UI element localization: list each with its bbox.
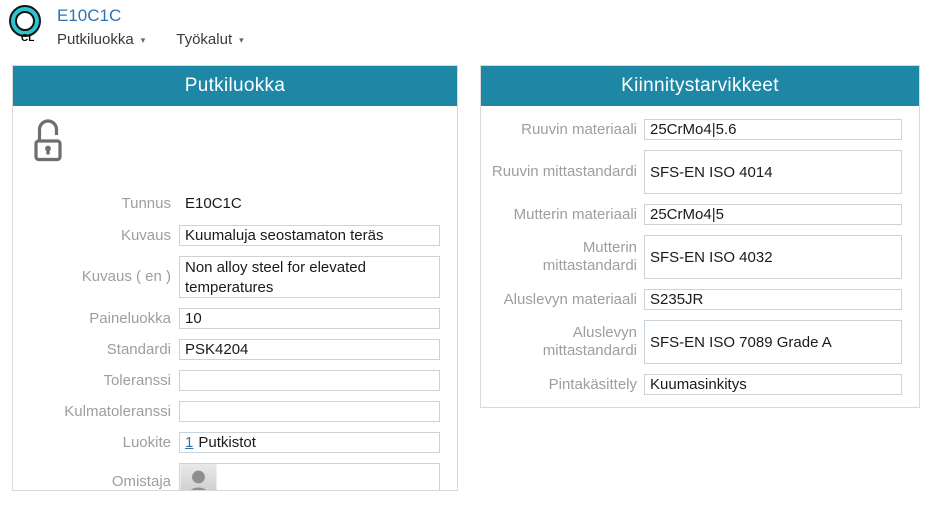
field-toleranssi-input[interactable] [179,370,440,391]
logo-cl-text: CL [21,33,35,44]
field-ruuvin-materiaali [491,119,902,140]
field-toleranssi [23,370,440,391]
fasteners-panel [480,65,920,408]
field-pintakasittely-input[interactable] [644,374,902,395]
field-luokite-box[interactable] [179,432,440,453]
pipe-class-panel [12,65,458,491]
pipe-class-fields [13,180,457,491]
menu-tyokalut[interactable] [176,31,243,48]
menu-putkiluokka[interactable] [57,31,145,48]
field-paineluokka-label: Paineluokka [89,309,171,327]
field-luokite-label: Luokite [122,433,171,451]
menubar [57,31,244,48]
field-ruuvin-mittastandardi [491,150,902,194]
field-standardi [23,339,440,360]
field-kuvaus-en-input[interactable] [179,256,440,298]
field-ruuvin-mittastandardi-input[interactable] [644,150,902,194]
field-tunnus-value: E10C1C [185,195,242,212]
field-kuvaus-input[interactable] [179,225,440,246]
field-omistaja-label: Omistaja [111,473,171,490]
avatar-icon [180,464,217,491]
field-kulmatoleranssi [23,401,440,422]
field-aluslevyn-mittastandardi-input[interactable] [644,320,902,364]
field-aluslevyn-materiaali-label: Aluslevyn materiaali [503,290,637,308]
fasteners-fields [481,106,919,395]
field-aluslevyn-mittastandardi-label: Aluslevyn mittastandardi [542,324,637,359]
field-paineluokka-input[interactable] [179,308,440,329]
field-luokite [23,432,440,453]
field-pintakasittely [491,374,902,395]
field-mutterin-mittastandardi-label: Mutterin mittastandardi [542,239,637,274]
field-ruuvin-mittastandardi-label: Ruuvin mittastandardi [491,163,637,180]
page-title: E10C1C [57,6,122,25]
field-tunnus-label: Tunnus [121,195,171,212]
field-kulmatoleranssi-input[interactable] [179,401,440,422]
field-paineluokka [23,308,440,329]
field-kulmatoleranssi-label: Kulmatoleranssi [64,402,171,420]
chevron-down-icon: ▾ [239,35,244,45]
field-toleranssi-label: Toleranssi [103,371,171,389]
field-pintakasittely-label: Pintakäsittely [548,375,637,393]
field-tunnus [23,193,440,215]
field-standardi-input[interactable] [179,339,440,360]
field-mutterin-mittastandardi-input[interactable] [644,235,902,279]
field-aluslevyn-materiaali [491,289,902,310]
field-ruuvin-materiaali-input[interactable] [644,119,902,140]
pipe-class-panel-header: Putkiluokka [13,66,457,106]
luokite-number-link[interactable]: 1 [185,434,194,451]
field-kuvaus [23,225,440,246]
field-mutterin-materiaali-label: Mutterin materiaali [513,205,637,223]
field-omistaja [23,463,440,491]
field-kuvaus-label: Kuvaus [120,226,171,244]
field-standardi-label: Standardi [106,340,171,358]
unlock-icon[interactable] [31,149,65,166]
fasteners-panel-header: Kiinnitystarvikkeet [481,66,919,106]
field-kuvaus-en-label: Kuvaus ( en ) [81,268,171,285]
menu-putkiluokka-label: Putkiluokka [57,31,134,48]
field-mutterin-materiaali [491,204,902,225]
field-mutterin-mittastandardi [491,235,902,279]
field-aluslevyn-mittastandardi [491,320,902,364]
field-omistaja-box[interactable] [179,463,440,491]
field-aluslevyn-materiaali-input[interactable] [644,289,902,310]
field-mutterin-materiaali-input[interactable] [644,204,902,225]
field-ruuvin-materiaali-label: Ruuvin materiaali [521,120,637,138]
luokite-name-text: Putkistot [198,434,256,451]
field-kuvaus-en [23,256,440,298]
chevron-down-icon: ▾ [140,35,146,45]
lock-status-row [31,116,457,160]
menu-tyokalut-label: Työkalut [176,31,233,48]
topbar [0,0,935,58]
